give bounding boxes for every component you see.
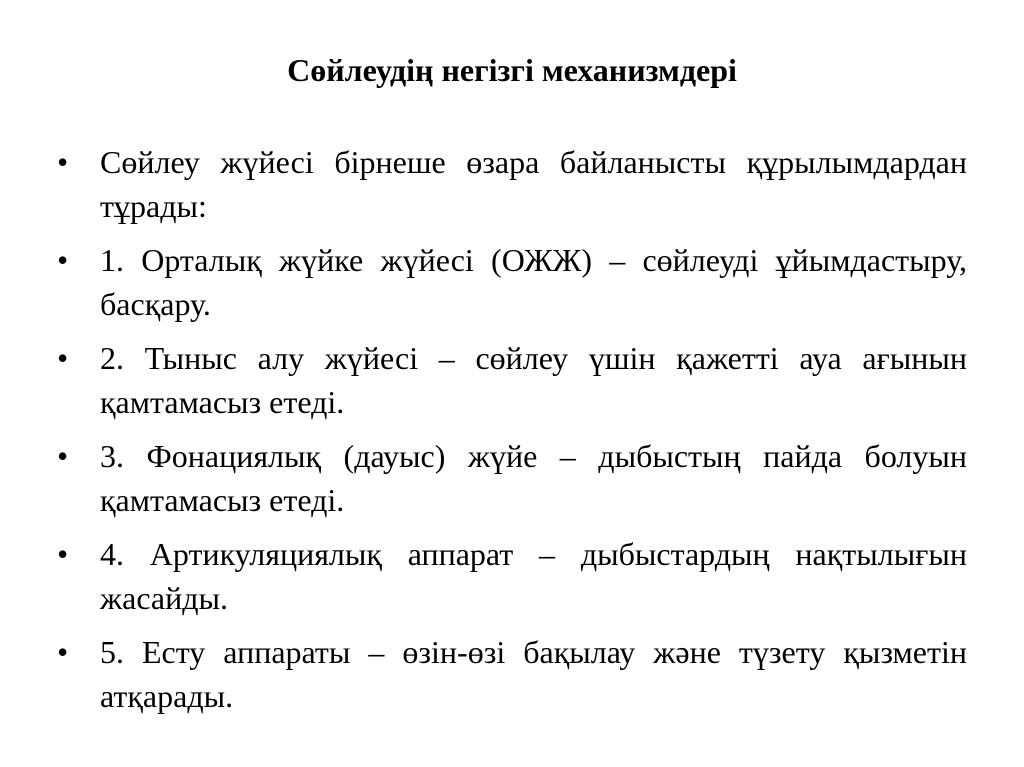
list-item-text: 5. Есту аппараты – өзін-өзі бақылау және түзету қызметін атқарады. xyxy=(100,634,967,714)
bullet-icon: • xyxy=(57,634,69,670)
bullet-icon: • xyxy=(57,144,69,180)
list-item-text: Сөйлеу жүйесі бірнеше өзара байланысты құрылымдардан тұрады: xyxy=(100,144,967,224)
bullet-icon: • xyxy=(57,340,69,376)
list-item xyxy=(57,336,967,424)
list-item-text: 4. Артикуляциялық аппарат – дыбыстардың нақтылығын жасайды. xyxy=(100,536,967,616)
list-item-text: 1. Орталық жүйке жүйесі (ОЖЖ) – сөйлеуді ұйымдастыру, басқару. xyxy=(100,242,967,322)
slide-title: Сөйлеудің негізгі механизмдері xyxy=(287,52,737,88)
list-item xyxy=(57,140,967,228)
bullet-icon: • xyxy=(57,242,69,278)
list-item xyxy=(57,434,967,522)
bullet-list xyxy=(57,140,967,728)
list-item xyxy=(57,532,967,620)
list-item-text: 3. Фонациялық (дауыс) жүйе – дыбыстың пайда болуын қамтамасыз етеді. xyxy=(100,438,967,518)
list-item-text: 2. Тыныс алу жүйесі – сөйлеу үшін қажетті ауа ағынын қамтамасыз етеді. xyxy=(100,340,967,420)
list-item xyxy=(57,238,967,326)
list-item xyxy=(57,630,967,718)
bullet-icon: • xyxy=(57,438,69,474)
bullet-icon: • xyxy=(57,536,69,572)
